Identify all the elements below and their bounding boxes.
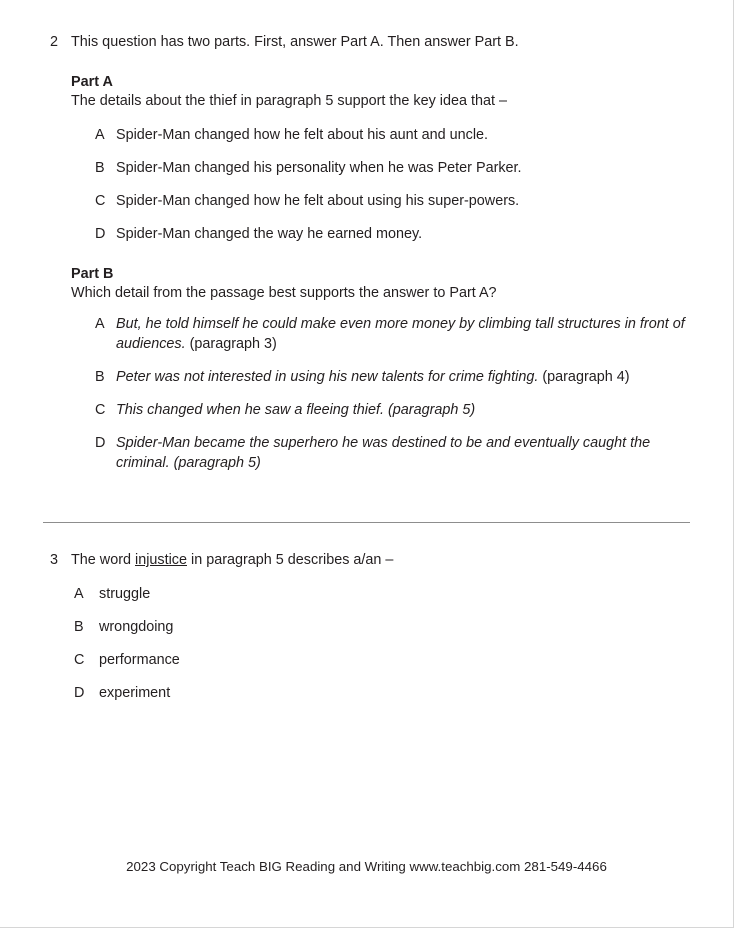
choice-text [116,314,695,354]
choice-option[interactable] [95,158,695,178]
choice-citation: (paragraph 5) [388,402,476,418]
question-2-stem-row [50,33,695,52]
choice-option[interactable] [74,683,695,703]
question-3-number: 3 [50,552,59,568]
choice-letter: D [95,435,106,451]
section-divider [43,522,690,523]
question-block-2 [50,33,695,473]
choice-citation: (paragraph 3) [185,336,277,352]
question-3-stem-row [50,551,695,570]
choice-text [116,367,695,387]
choice-option[interactable] [95,191,695,211]
choice-text: wrongdoing [99,619,174,635]
choice-text: experiment [99,685,171,701]
choice-text: Spider-Man changed how he felt about his aunt and uncle. [116,127,489,143]
part-a-choices [95,125,695,244]
choice-text [116,400,695,420]
question-3-stem [71,551,695,570]
choice-quote: But, he told himself he could make even more money by climbing tall structures in front of audiences. [116,316,685,352]
choice-letter: A [74,586,84,602]
choice-text: struggle [99,586,151,602]
choice-quote: Spider-Man became the superhero he was destined to be and eventually caught the criminal. [116,435,651,471]
question-block-3 [50,551,695,703]
question-3-stem-after: in paragraph 5 describes a/an – [187,552,394,568]
choice-citation: (paragraph 4) [542,369,630,385]
choice-letter: A [95,127,105,143]
choice-option[interactable] [74,584,695,604]
choice-quote: Peter was not interested in using his new talents for crime fighting. [116,369,539,385]
choice-letter: D [95,226,106,242]
choice-option[interactable] [95,367,695,387]
choice-option[interactable] [95,224,695,244]
question-3-vocabulary-word: injustice [135,552,187,568]
choice-letter: A [95,316,105,332]
choice-letter: C [95,402,106,418]
part-b-label: Part B [71,266,114,282]
choice-option[interactable] [74,650,695,670]
choice-text: Spider-Man changed the way he earned money. [116,226,423,242]
part-a-block [71,73,695,244]
choice-letter: C [95,193,106,209]
question-3-stem-before: The word [71,552,135,568]
choice-citation: (paragraph 5) [173,455,261,471]
part-b-choices [95,314,695,473]
choice-option[interactable] [95,314,695,354]
part-a-label: Part A [71,74,113,90]
question-2-number: 2 [50,34,59,50]
part-a-stem: The details about the thief in paragraph 5 support the key idea that – [71,93,508,109]
choice-text: Spider-Man changed his personality when he was Peter Parker. [116,160,522,176]
choice-option[interactable] [95,433,695,473]
choice-text [116,433,695,473]
question-3-choices [74,584,695,703]
page-edge-bottom [0,927,733,928]
question-2-stem: This question has two parts. First, answer Part A. Then answer Part B. [71,34,519,50]
choice-text: Spider-Man changed how he felt about using his super-powers. [116,193,520,209]
part-b-stem: Which detail from the passage best supports the answer to Part A? [71,285,497,301]
choice-letter: B [95,160,105,176]
choice-option[interactable] [74,617,695,637]
choice-text: performance [99,652,180,668]
choice-letter: C [74,652,85,668]
choice-option[interactable] [95,400,695,420]
page-footer: 2023 Copyright Teach BIG Reading and Writing www.teachbig.com 281-549-4466 [126,859,607,874]
choice-letter: B [95,369,105,385]
part-b-block [71,265,695,473]
choice-letter: D [74,685,85,701]
choice-letter: B [74,619,84,635]
choice-quote: This changed when he saw a fleeing thief. [116,402,384,418]
choice-option[interactable] [95,125,695,145]
page-edge-right [733,0,734,928]
